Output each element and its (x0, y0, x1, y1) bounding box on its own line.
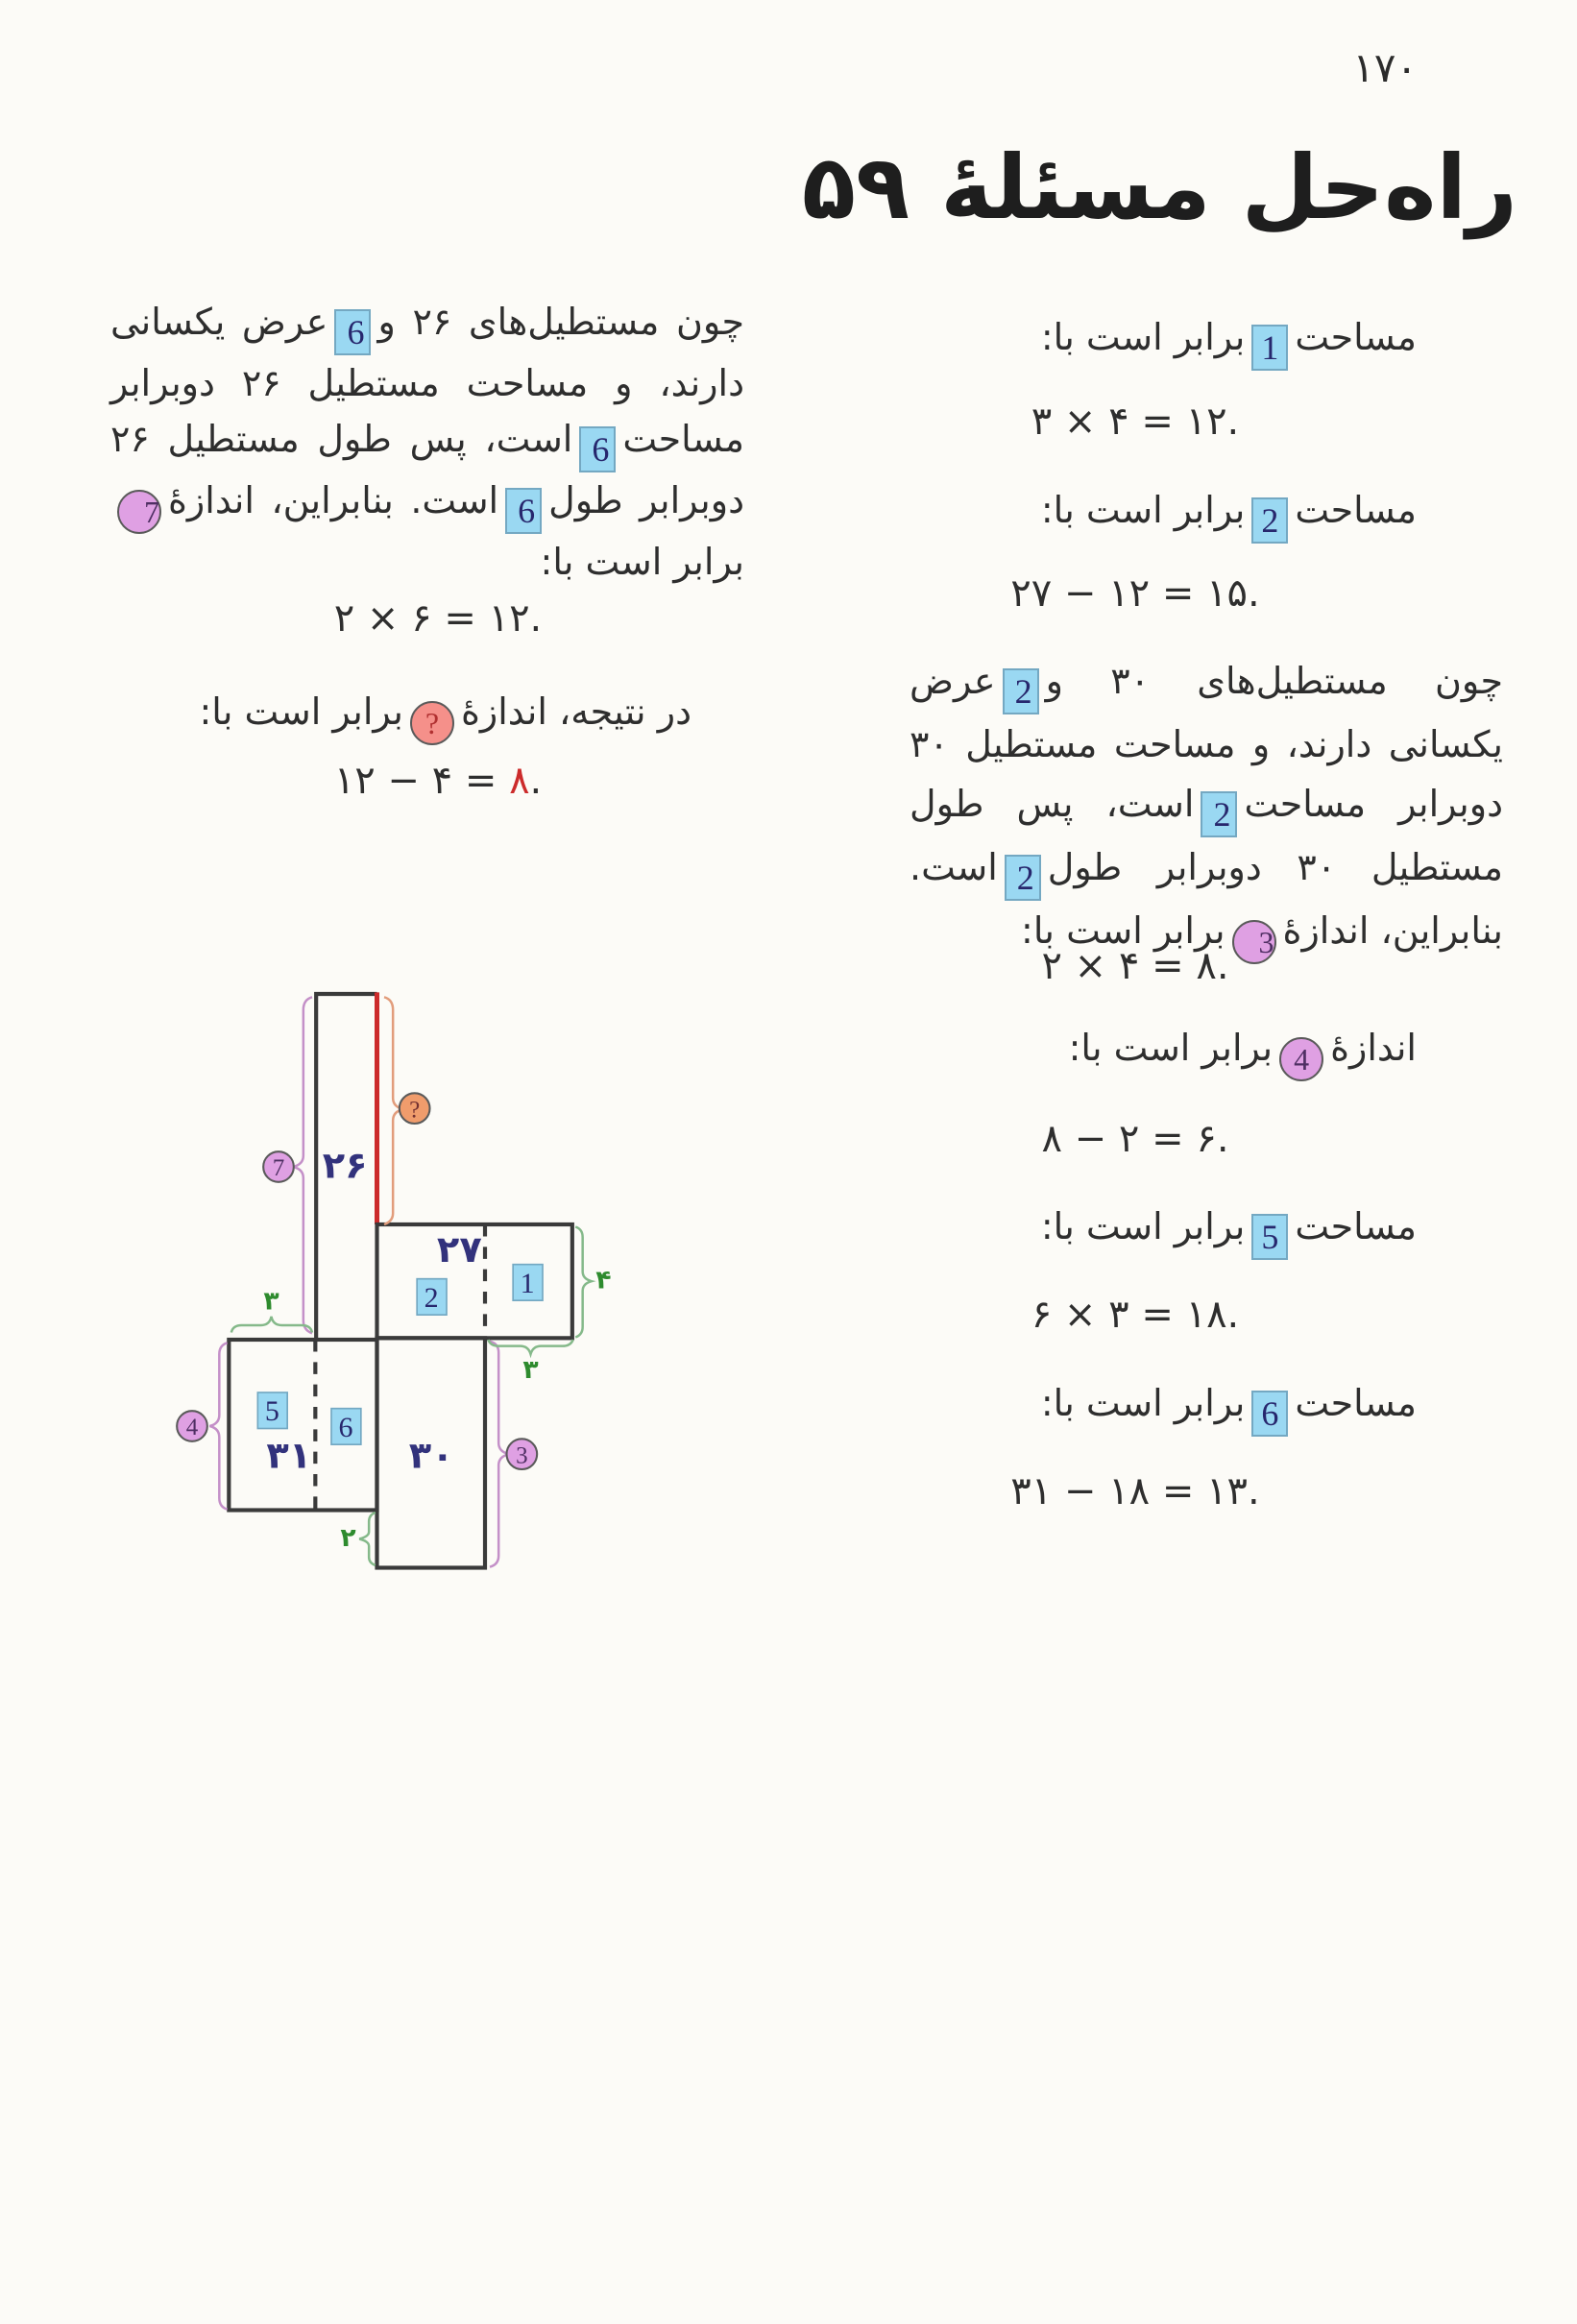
page-title: راه‌حل مسئلهٔ ۵۹ (801, 136, 1517, 239)
paragraph-text: است، پس طول مستطیل ۲۶ دوبرابر طول (110, 418, 744, 521)
paragraph-text: چون مستطیل‌های ۲۶ و (377, 301, 744, 343)
brace-edge-6 (209, 1343, 227, 1509)
rect-30-label: ۳۰ (408, 1434, 454, 1478)
box-badge-1: 1 (1251, 325, 1288, 371)
circle-badge-7 (263, 1151, 294, 1182)
circle-badge-question (400, 1093, 430, 1124)
svg-text:2: 2 (424, 1281, 439, 1314)
circle-badge-4: 4 (1279, 1037, 1323, 1081)
red-answer: ۸ (509, 759, 530, 803)
statement-text: برابر است با: (1040, 316, 1246, 358)
net-diagram (134, 884, 807, 1748)
statement-text: برابر است با: (1040, 1382, 1246, 1424)
eq-3x4-12: ۳ × ۴ = ۱۲. (1031, 399, 1240, 444)
dim-2-bottom-label: ۲ (340, 1523, 356, 1553)
circle-badge-4 (177, 1411, 207, 1441)
brace-dim-4-right (575, 1227, 592, 1338)
box-badge-2 (417, 1279, 447, 1316)
statement-text: برابر است با: (1068, 1027, 1274, 1069)
svg-text:1: 1 (520, 1267, 535, 1299)
svg-text:?: ? (409, 1097, 421, 1124)
rect-27-label: ۲۷ (436, 1228, 482, 1272)
brace-dim-3-top (231, 1317, 312, 1333)
area-6-statement (1041, 1375, 1417, 1431)
box-badge-6: 6 (579, 426, 616, 472)
statement-text: مساحت (1295, 1382, 1417, 1424)
paragraph-text: چون مستطیل‌های ۳۰ و (1045, 660, 1504, 702)
statement-text: برابر است با: (199, 690, 403, 733)
paragraph-text: برابر است با: (540, 541, 744, 583)
equation-body: ۱۲ − ۴ = (333, 759, 510, 803)
statement-text: در نتیجه، اندازهٔ (460, 690, 691, 733)
equation-dot: . (529, 759, 543, 803)
box-badge-2: 2 (1201, 791, 1237, 837)
page-number: ۱۷۰ (1352, 44, 1418, 91)
circle-badge-3: 3 (1232, 920, 1276, 964)
box-badge-6: 6 (1251, 1391, 1288, 1437)
paragraph-text: است. بنابراین، اندازهٔ (168, 479, 499, 521)
eq-12-4-8 (265, 753, 611, 809)
brace-edge-12 (293, 997, 312, 1333)
brace-dim-3-bottom (488, 1340, 572, 1354)
area-1-statement (1041, 309, 1417, 365)
size-4-statement (1069, 1020, 1417, 1076)
box-badge-5: 5 (1251, 1214, 1288, 1260)
statement-text: مساحت (1295, 316, 1417, 358)
paragraph-text: عرض یکسانی دارند، و مساحت مستطیل ۲۶ دوبرابر مساحت (110, 301, 745, 460)
statement-text: مساحت (1295, 489, 1417, 531)
rect-26-label: ۲۶ (322, 1144, 368, 1188)
svg-text:7: 7 (272, 1155, 285, 1182)
left-paragraph (110, 294, 744, 590)
dim-3-bottom-label: ۳ (522, 1355, 539, 1385)
circle-badge-3 (507, 1439, 538, 1469)
statement-text: اندازهٔ (1330, 1027, 1417, 1069)
box-badge-5 (257, 1392, 287, 1429)
svg-text:5: 5 (264, 1395, 279, 1428)
statement-text: مساحت (1295, 1205, 1417, 1247)
svg-text:4: 4 (185, 1415, 199, 1441)
area-5-statement (1041, 1198, 1417, 1254)
eq-8-2-6: ۸ − ۲ = ۶. (1041, 1117, 1229, 1161)
eq-27-12-15: ۲۷ − ۱۲ = ۱۵. (1010, 571, 1260, 616)
box-badge-2: 2 (1003, 668, 1039, 714)
paragraph-text: عرض یکسانی دارند، و مساحت مستطیل ۳۰ دوبرابر مساحت (910, 660, 1503, 825)
circle-badge-7: 7 (117, 490, 161, 534)
box-badge-6: 6 (505, 488, 542, 534)
svg-text:3: 3 (516, 1442, 528, 1469)
box-badge-6: 6 (334, 309, 371, 355)
paragraph-text: است، پس طول مستطیل ۳۰ دوبرابر طول (910, 783, 1503, 888)
dim-4-right-label: ۴ (595, 1265, 612, 1295)
dim-3-top-label: ۳ (263, 1286, 279, 1317)
brace-dim-2-bottom (359, 1513, 376, 1565)
statement-text: برابر است با: (1040, 489, 1246, 531)
box-badge-2: 2 (1005, 855, 1041, 901)
eq-6x3-18: ۶ × ۳ = ۱۸. (1031, 1293, 1240, 1337)
circle-badge-question: ? (410, 701, 454, 745)
svg-text:6: 6 (338, 1411, 353, 1443)
rect-31-label: ۳۱ (266, 1434, 312, 1478)
eq-2x4-8: ۲ × ۴ = ۸. (1041, 944, 1229, 988)
eq-2x6-12: ۲ × ۶ = ۱۲. (333, 596, 543, 641)
result-statement (200, 684, 692, 739)
right-paragraph (910, 651, 1503, 964)
paragraph-text: برابر است با: (1021, 909, 1225, 952)
box-badge-6 (331, 1409, 361, 1445)
area-2-statement (1041, 482, 1417, 538)
box-badge-2: 2 (1251, 497, 1288, 544)
box-badge-1 (513, 1265, 543, 1301)
paragraph-text: است. بنابراین، اندازهٔ (910, 846, 1503, 952)
statement-text: برابر است با: (1040, 1205, 1246, 1247)
eq-31-18-13: ۳۱ − ۱۸ = ۱۳. (1010, 1469, 1260, 1513)
